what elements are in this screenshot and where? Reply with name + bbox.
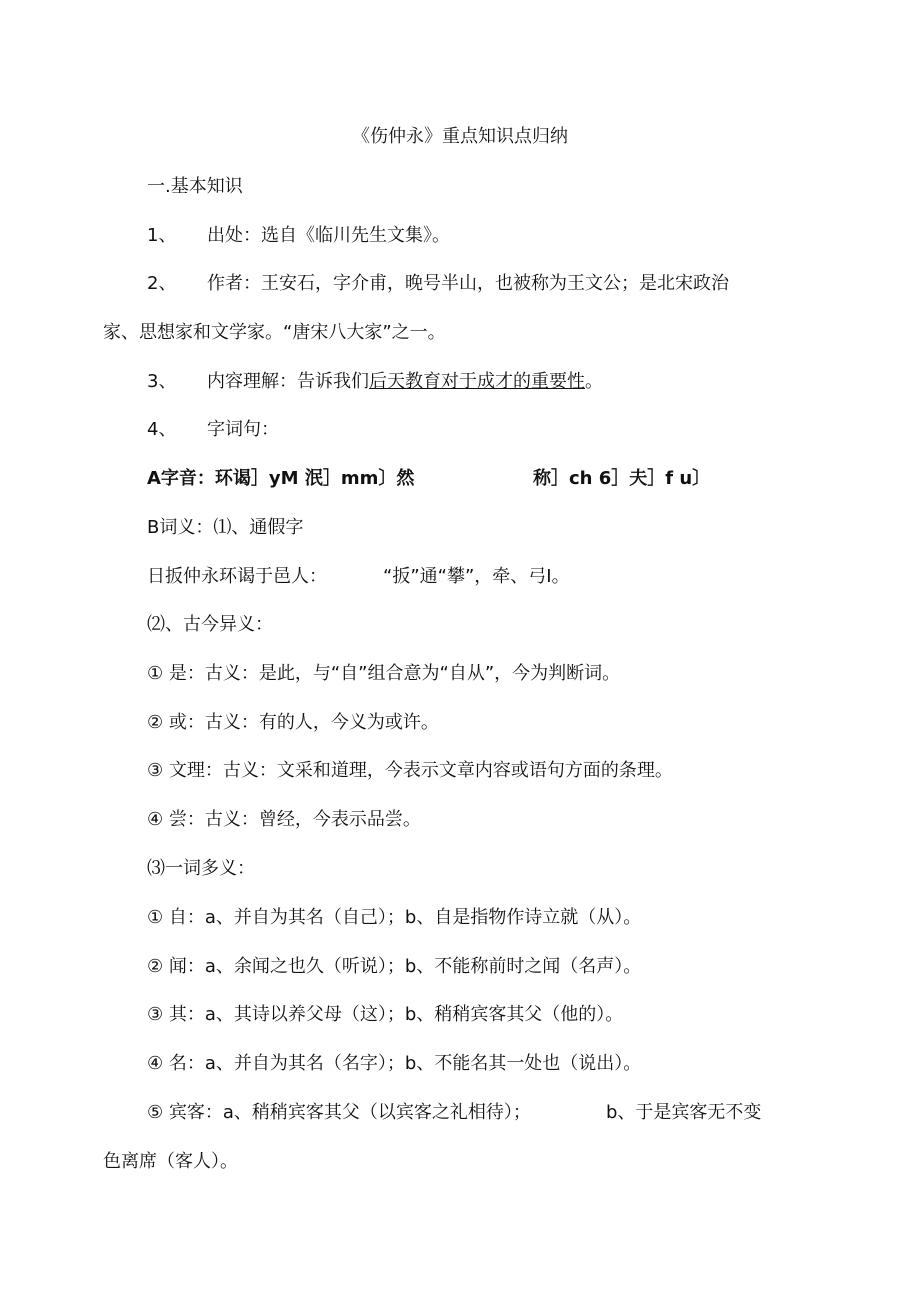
item-text: 作者：王安石，字介甫，晚号半山，也被称为王文公；是北宋政治 xyxy=(207,273,729,294)
item-author xyxy=(147,271,729,297)
vocab-header: B词义：⑴、通假字 xyxy=(147,517,304,538)
duoyi-item-last-right: b、于是宾客无不变 xyxy=(606,1102,762,1123)
item-number: 3、 xyxy=(147,371,177,392)
item-text-end: 。 xyxy=(585,371,603,392)
tongjia-sentence: 日扳仲永环谒于邑人： xyxy=(147,566,327,587)
duoyi-header: ⑶一词多义： xyxy=(147,858,255,879)
guji-item: ② 或：古义：有的人，今义为或许。 xyxy=(147,712,439,733)
duoyi-item: ④ 名：a、并自为其名（名字）；b、不能名其一处也（说出）。 xyxy=(147,1053,642,1074)
pronunciation-left: A字音：环谒］yM 泯］mm〕然 xyxy=(147,468,415,489)
guji-item: ③ 文理：古义：文采和道理，今表示文章内容或语句方面的条理。 xyxy=(147,760,673,781)
item-number: 1、 xyxy=(147,225,177,246)
duoyi-item: ① 自：a、并自为其名（自己）；b、自是指物作诗立就（从）。 xyxy=(147,907,642,928)
tongjia-explain: “扳”通“攀”，牵、弓I。 xyxy=(383,566,570,587)
duoyi-item: ③ 其：a、其诗以养父母（这）；b、稍稍宾客其父（他的）。 xyxy=(147,1004,624,1025)
duoyi-item-last-left: ⑤ 宾客：a、稍稍宾客其父（以宾客之礼相待）； xyxy=(147,1102,531,1123)
item-text: 字词句： xyxy=(207,419,279,440)
item-source xyxy=(147,223,450,249)
duoyi-item: ② 闻：a、余闻之也久（听说）；b、不能称前时之闻（名声）。 xyxy=(147,956,642,977)
item-content xyxy=(147,369,603,395)
item-text: 内容理解：告诉我们 xyxy=(207,371,369,392)
item-words xyxy=(147,417,279,443)
underlined-phrase: 后天教育对于成才的重要性 xyxy=(369,371,585,392)
section-heading-basic: 一.基本知识 xyxy=(147,176,243,197)
item-number: 4、 xyxy=(147,419,177,440)
guji-header: ⑵、古今异义： xyxy=(147,614,273,635)
item-number: 2、 xyxy=(147,273,177,294)
guji-item: ① 是：古义：是此，与“自”组合意为“自从”，今为判断词。 xyxy=(147,663,621,684)
item-text: 出处：选自《临川先生文集》。 xyxy=(207,225,450,246)
duoyi-item-last-continued: 色离席（客人）。 xyxy=(103,1151,238,1172)
item-author-continued: 家、思想家和文学家。“唐宋八大家”之一。 xyxy=(103,322,446,343)
document-title: 《伤仲永》重点知识点归纳 xyxy=(352,126,568,147)
pronunciation-right: 称］ch 6］夫］f u〕 xyxy=(533,468,711,489)
guji-item: ④ 尝：古义：曾经，今表示品尝。 xyxy=(147,809,421,830)
